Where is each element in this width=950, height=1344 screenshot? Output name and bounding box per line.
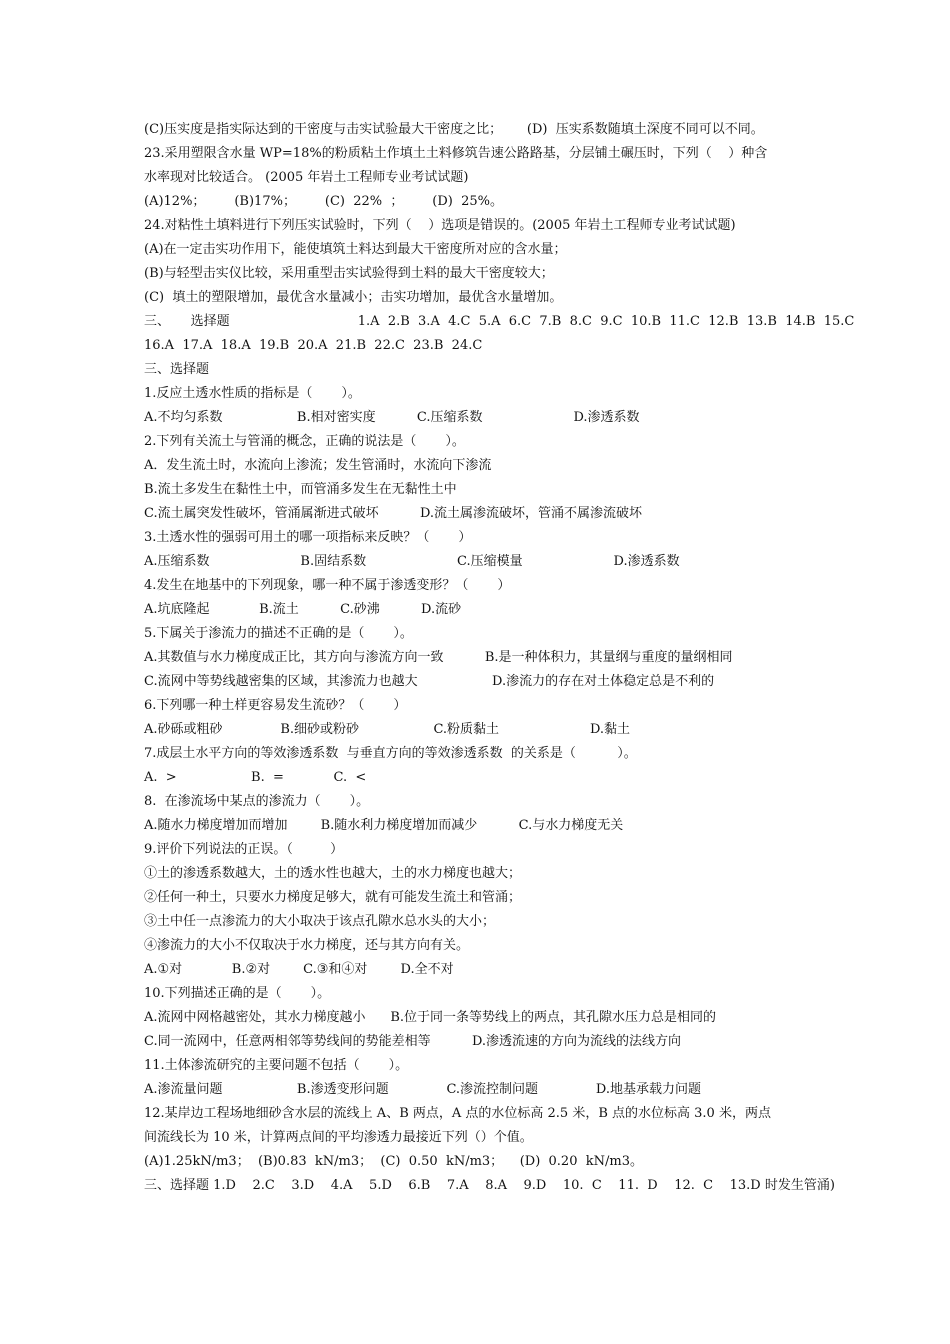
text-line: (C)压实度是指实际达到的干密度与击实试验最大干密度之比； (D) 压实系数随填土深度不同可以不同。 [144, 122, 764, 137]
text-line: (A)1.25kN/m3； (B)0.83 kN/m3； (C) 0.50 kN/m3； (D) 0.20 kN/m3。 [144, 1154, 643, 1169]
text-line: 2.下列有关流土与管涌的概念，正确的说法是（ ）。 [144, 434, 465, 449]
text-line: 三、选择题 [144, 362, 210, 377]
text-line: (A)12%； (B)17%； (C) 22% ； (D) 25%。 [144, 194, 504, 209]
text-line: C.同一流网中，任意两相邻等势线间的势能差相等 D.渗透流速的方向为流线的法线方向 [144, 1034, 682, 1049]
text-line: 6.下列哪一种土样更容易发生流砂？（ ） [144, 698, 407, 713]
text-line: ①土的渗透系数越大，土的透水性也越大，土的水力梯度也越大； [144, 866, 522, 881]
text-line: A.渗流量问题 B.渗透变形问题 C.渗流控制问题 D.地基承载力问题 [144, 1082, 702, 1097]
text-line: 11.土体渗流研究的主要问题不包括（ ）。 [144, 1058, 409, 1073]
text-line: 三、 选择题 1.A 2.B 3.A 4.C 5.A 6.C 7.B 8.C 9.C 10.B 11.C 12.B 13.B 14.B 15.C [144, 314, 855, 329]
text-line: 间流线长为 10 米，计算两点间的平均渗透力最接近下列（）个值。 [144, 1130, 533, 1145]
text-line: A.压缩系数 B.固结系数 C.压缩模量 D.渗透系数 [144, 554, 680, 569]
text-line: A.砂砾或粗砂 B.细砂或粉砂 C.粉质黏土 D.黏土 [144, 722, 631, 737]
text-line: A.坑底隆起 B.流土 C.砂沸 D.流砂 [144, 602, 462, 617]
text-line: A.其数值与水力梯度成正比，其方向与渗流方向一致 B.是一种体积力，其量纲与重度的量纲相同 [144, 650, 733, 665]
text-line: (B)与轻型击实仪比较，采用重型击实试验得到土料的最大干密度较大； [144, 266, 554, 281]
text-line: 7.成层土水平方向的等效渗透系数 与垂直方向的等效渗透系数 的关系是（ ）。 [144, 746, 637, 761]
text-line: (A)在一定击实功作用下，能使填筑土料达到最大干密度所对应的含水量； [144, 242, 567, 257]
text-line: 16.A 17.A 18.A 19.B 20.A 21.B 22.C 23.B 24.C [144, 338, 483, 353]
text-line: 5.下属关于渗流力的描述不正确的是（ ）。 [144, 626, 413, 641]
text-line: 3.土透水性的强弱可用土的哪一项指标来反映？（ ） [144, 530, 472, 545]
text-line: 水率现对比较适合。 (2005 年岩土工程师专业考试试题) [144, 170, 469, 185]
text-line: ②任何一种土，只要水力梯度足够大，就有可能发生流土和管涌； [144, 890, 522, 905]
text-line: A.不均匀系数 B.相对密实度 C.压缩系数 D.渗透系数 [144, 410, 640, 425]
text-line: B.流土多发生在黏性土中，而管涌多发生在无黏性土中 [144, 482, 457, 497]
text-line: A.①对 B.②对 C.③和④对 D.全不对 [144, 962, 454, 977]
text-line: A. > B. = C. < [144, 770, 367, 785]
text-line: 12.某岸边工程场地细砂含水层的流线上 A、B 两点，A 点的水位标高 2.5 米，B 点的水位标高 3.0 米，两点 [144, 1106, 771, 1121]
text-line: A.流网中网格越密处，其水力梯度越小 B.位于同一条等势线上的两点，其孔隙水压力总是相同的 [144, 1010, 717, 1025]
text-line: 9.评价下列说法的正误。（ ） [144, 842, 344, 857]
text-line: 4.发生在地基中的下列现象，哪一种不属于渗透变形？（ ） [144, 578, 511, 593]
text-line: A．发生流土时，水流向上渗流；发生管涌时，水流向下渗流 [144, 458, 492, 473]
text-line: C.流网中等势线越密集的区域，其渗流力也越大 D.渗流力的存在对土体稳定总是不利的 [144, 674, 715, 689]
text-line: 8. 在渗流场中某点的渗流力（ ）。 [144, 794, 370, 809]
text-line: 10.下列描述正确的是（ ）。 [144, 986, 331, 1001]
text-line: (C) 填土的塑限增加，最优含水量减小；击实功增加，最优含水量增加。 [144, 290, 563, 305]
text-line: ③土中任一点渗流力的大小取决于该点孔隙水总水头的大小； [144, 914, 496, 929]
text-line: 1.反应土透水性质的指标是（ ）。 [144, 386, 361, 401]
text-line: C.流土属突发性破坏，管涌属渐进式破坏 D.流土属渗流破坏，管涌不属渗流破坏 [144, 506, 643, 521]
text-line: A.随水力梯度增加而增加 B.随水利力梯度增加而减少 C.与水力梯度无关 [144, 818, 624, 833]
text-line: 23.采用塑限含水量 WP=18%的粉质粘土作填土土料修筑告速公路路基，分层铺土碾压时，下列（ ）种含 [144, 146, 768, 161]
text-line: 24.对粘性土填料进行下列压实试验时，下列（ ）选项是错误的。(2005 年岩土工程师专业考试试题) [144, 218, 736, 233]
text-line: 三、选择题 1.D 2.C 3.D 4.A 5.D 6.B 7.A 8.A 9.D 10. C 11. D 12. C 13.D 时发生管涌) [144, 1178, 835, 1193]
text-line: ④渗流力的大小不仅取决于水力梯度，还与其方向有关。 [144, 938, 470, 953]
